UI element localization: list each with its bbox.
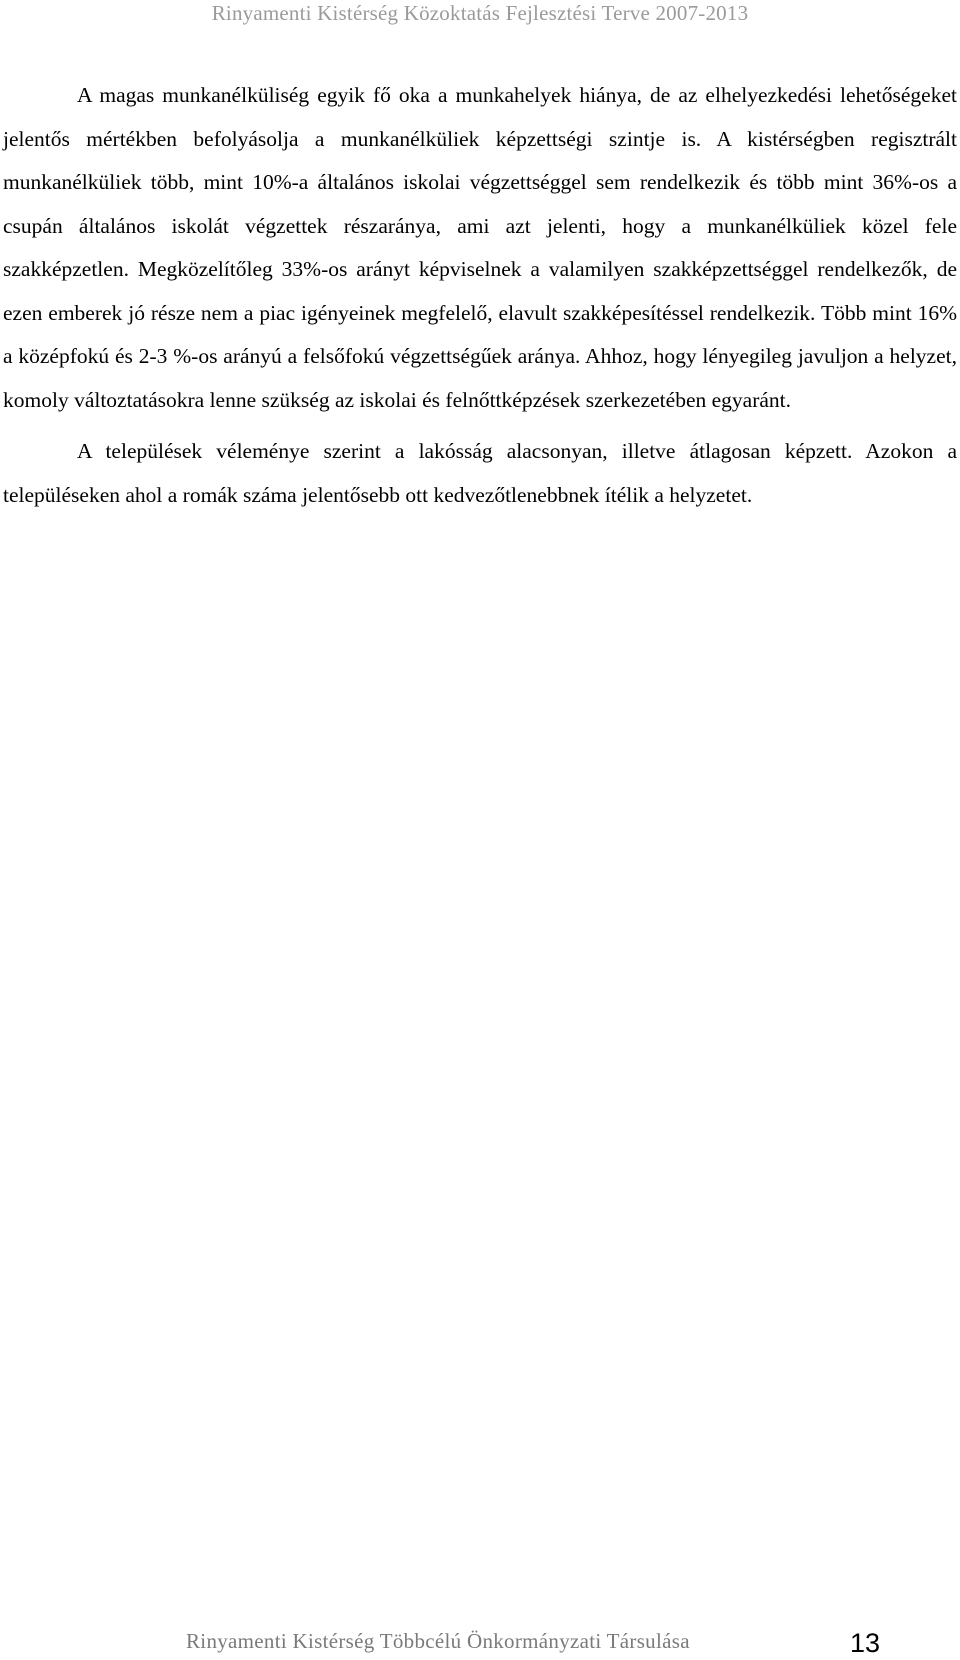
- page-number: 13: [850, 1628, 881, 1658]
- paragraph: A települések véleménye szerint a lakósság alacsonyan, illetve átlagosan képzett. Azokon a településeken ahol a romák száma jelentősebb ott kedvezőtlenebbnek ítélik a helyzetet.: [3, 439, 957, 507]
- document-body: [3, 74, 957, 517]
- page-header: Rinyamenti Kistérség Közoktatás Fejlesztési Terve 2007-2013: [211, 1, 749, 25]
- page-footer: Rinyamenti Kistérség Többcélú Önkormányzati Társulása: [186, 1629, 690, 1653]
- paragraph: A magas munkanélküliség egyik fő oka a munkahelyek hiánya, de az elhelyezkedési lehetőségeket jelentős mértékben befolyásolja a munkanélküliek képzettségi szintje is. A kistérségben regisztrált munkanélküliek több, mint 10%-a általános iskolai végzettséggel sem rendelkezik és több mint 36%-os a csupán általános iskolát végzettek részaránya, ami azt jelenti, hogy a munkanélküliek közel fele szakképzetlen. Megközelítőleg 33%-os arányt képviselnek a valamilyen szakképzettséggel rendelkezők, de ezen emberek jó része nem a piac igényeinek megfelelő, elavult szakképesítéssel rendelkezik. Több mint 16% a középfokú és 2-3 %-os arányú a felsőfokú végzettségűek aránya. Ahhoz, hogy lényegileg javuljon a helyzet, komoly változtatásokra lenne szükség az iskolai és felnőttképzések szerkezetében egyaránt.: [3, 83, 957, 412]
